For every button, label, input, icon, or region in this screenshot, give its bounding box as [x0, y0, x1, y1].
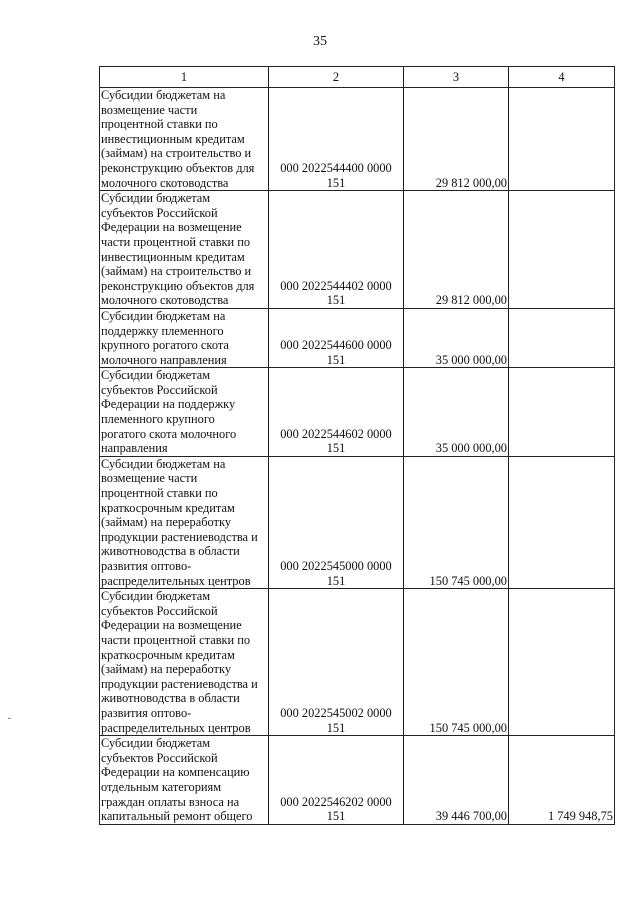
- table-row: [100, 191, 615, 309]
- row-code-cell: 000 2022545002 0000 151: [269, 589, 404, 736]
- row-name-cell: Субсидии бюджетам субъектов Российской Федерации на поддержку племенного крупного рогатого скота молочного направления: [100, 368, 269, 457]
- row-code-cell: 000 2022544602 0000 151: [269, 368, 404, 457]
- table-row: [100, 456, 615, 588]
- row-name-cell: Субсидии бюджетам на поддержку племенного крупного рогатого скота молочного направления: [100, 308, 269, 367]
- budget-table-body: [100, 67, 615, 825]
- row-amount-3-cell: 35 000 000,00: [404, 308, 509, 367]
- row-amount-4-cell: [509, 589, 615, 736]
- row-amount-4-cell: [509, 368, 615, 457]
- budget-table: [99, 66, 615, 825]
- row-amount-4-cell: 1 749 948,75: [509, 736, 615, 825]
- column-header-4: 4: [509, 67, 615, 88]
- row-amount-3-cell: 29 812 000,00: [404, 88, 509, 191]
- row-name-cell: Субсидии бюджетам на возмещение части процентной ставки по краткосрочным кредитам (займам) на переработку продукции растениеводства и животноводства в области развития оптово- распределительных центров: [100, 456, 269, 588]
- table-header-row: [100, 67, 615, 88]
- column-header-2: 2: [269, 67, 404, 88]
- table-row: [100, 308, 615, 367]
- row-amount-3-cell: 150 745 000,00: [404, 589, 509, 736]
- row-code-cell: 000 2022545000 0000 151: [269, 456, 404, 588]
- row-name-cell: Субсидии бюджетам субъектов Российской Федерации на возмещение части процентной ставки по краткосрочным кредитам (займам) на переработку продукции растениеводства и животноводства в области развития оптово- распределительных центров: [100, 589, 269, 736]
- table-row: [100, 589, 615, 736]
- row-amount-3-cell: 35 000 000,00: [404, 368, 509, 457]
- row-name-cell: Субсидии бюджетам на возмещение части процентной ставки по инвестиционным кредитам (займам) на строительство и реконструкцию объектов для молочного скотоводства: [100, 88, 269, 191]
- table-row: [100, 736, 615, 825]
- row-code-cell: 000 2022544600 0000 151: [269, 308, 404, 367]
- row-amount-3-cell: 39 446 700,00: [404, 736, 509, 825]
- row-amount-3-cell: 29 812 000,00: [404, 191, 509, 309]
- row-amount-3-cell: 150 745 000,00: [404, 456, 509, 588]
- column-header-3: 3: [404, 67, 509, 88]
- row-amount-4-cell: [509, 456, 615, 588]
- row-code-cell: 000 2022546202 0000 151: [269, 736, 404, 825]
- row-amount-4-cell: [509, 308, 615, 367]
- table-row: [100, 368, 615, 457]
- column-header-1: 1: [100, 67, 269, 88]
- row-code-cell: 000 2022544402 0000 151: [269, 191, 404, 309]
- row-code-cell: 000 2022544400 0000 151: [269, 88, 404, 191]
- table-row: [100, 88, 615, 191]
- row-name-cell: Субсидии бюджетам субъектов Российской Федерации на компенсацию отдельным категориям граждан оплаты взноса на капитальный ремонт общего: [100, 736, 269, 825]
- row-amount-4-cell: [509, 191, 615, 309]
- page-number: 35: [313, 34, 327, 49]
- row-name-cell: Субсидии бюджетам субъектов Российской Федерации на возмещение части процентной ставки по инвестиционным кредитам (займам) на строительство и реконструкцию объектов для молочного скотоводства: [100, 191, 269, 309]
- scan-speck: [8, 718, 11, 719]
- row-amount-4-cell: [509, 88, 615, 191]
